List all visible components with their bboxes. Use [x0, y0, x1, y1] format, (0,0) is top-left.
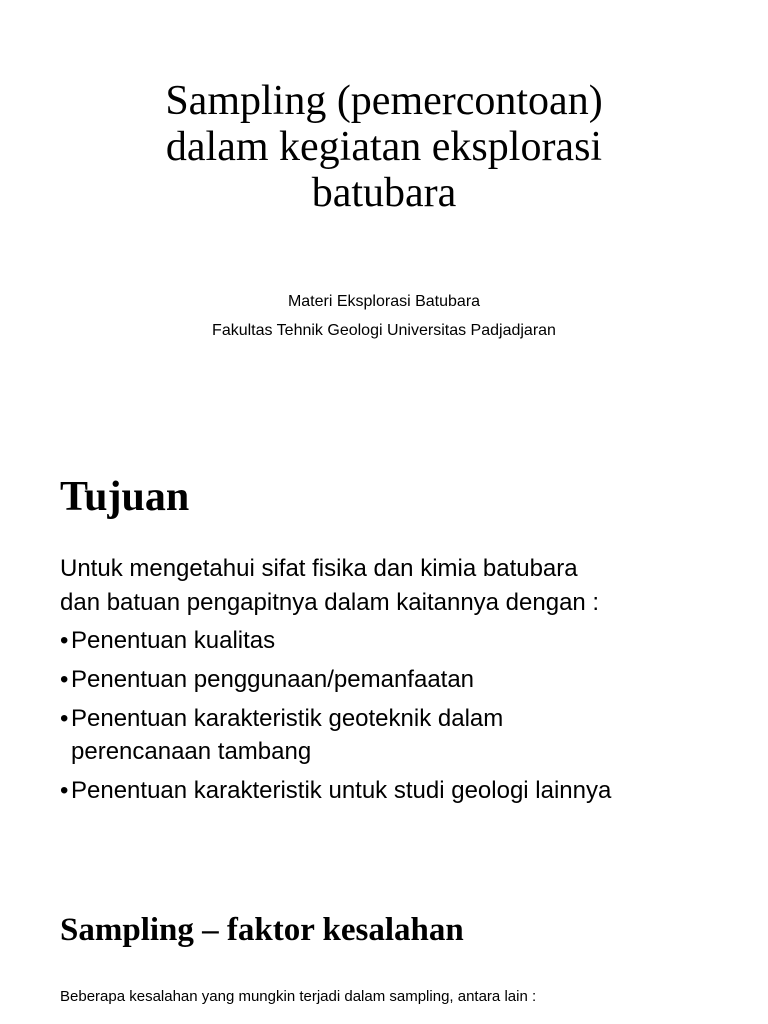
- tujuan-heading: Tujuan: [60, 474, 190, 520]
- faktor-heading: Sampling – faktor kesalahan: [60, 912, 464, 948]
- presentation-title: [0, 78, 768, 216]
- faktor-kesalahan-slide: [0, 890, 768, 1024]
- bullet-icon: •: [60, 705, 69, 732]
- bullet-icon: •: [60, 666, 69, 693]
- bullet-text: Penentuan karakteristik geoteknik dalam perencanaan tambang: [71, 705, 504, 765]
- title-line: batubara: [311, 170, 457, 216]
- faculty-subtitle: Fakultas Tehnik Geologi Universitas Padjadjaran: [212, 322, 556, 339]
- bullet-text: Penentuan penggunaan/pemanfaatan: [71, 666, 475, 693]
- bullet-item: [60, 663, 740, 696]
- bullet-icon: •: [60, 777, 69, 804]
- faktor-body-text: Beberapa kesalahan yang mungkin terjadi dalam sampling, antara lain :: [60, 988, 537, 1005]
- bullet-text: Penentuan karakteristik untuk studi geologi lainnya: [71, 777, 612, 804]
- course-subtitle: Materi Eksplorasi Batubara: [287, 293, 481, 310]
- bullet-icon: •: [60, 627, 69, 654]
- title-slide: [0, 0, 768, 420]
- bullet-text: Penentuan kualitas: [71, 627, 276, 654]
- tujuan-body: [60, 552, 740, 813]
- bullet-item: [60, 624, 740, 657]
- tujuan-bullet-list: [60, 624, 740, 807]
- intro-line: Untuk mengetahui sifat fisika dan kimia batubara: [60, 555, 578, 582]
- bullet-item: [60, 702, 591, 768]
- title-line: dalam kegiatan eksplorasi: [165, 124, 603, 170]
- title-line: Sampling (pemercontoan): [165, 78, 603, 124]
- intro-line: dan batuan pengapitnya dalam kaitannya dengan :: [60, 589, 600, 616]
- tujuan-slide: [0, 455, 768, 855]
- bullet-item: [60, 774, 740, 807]
